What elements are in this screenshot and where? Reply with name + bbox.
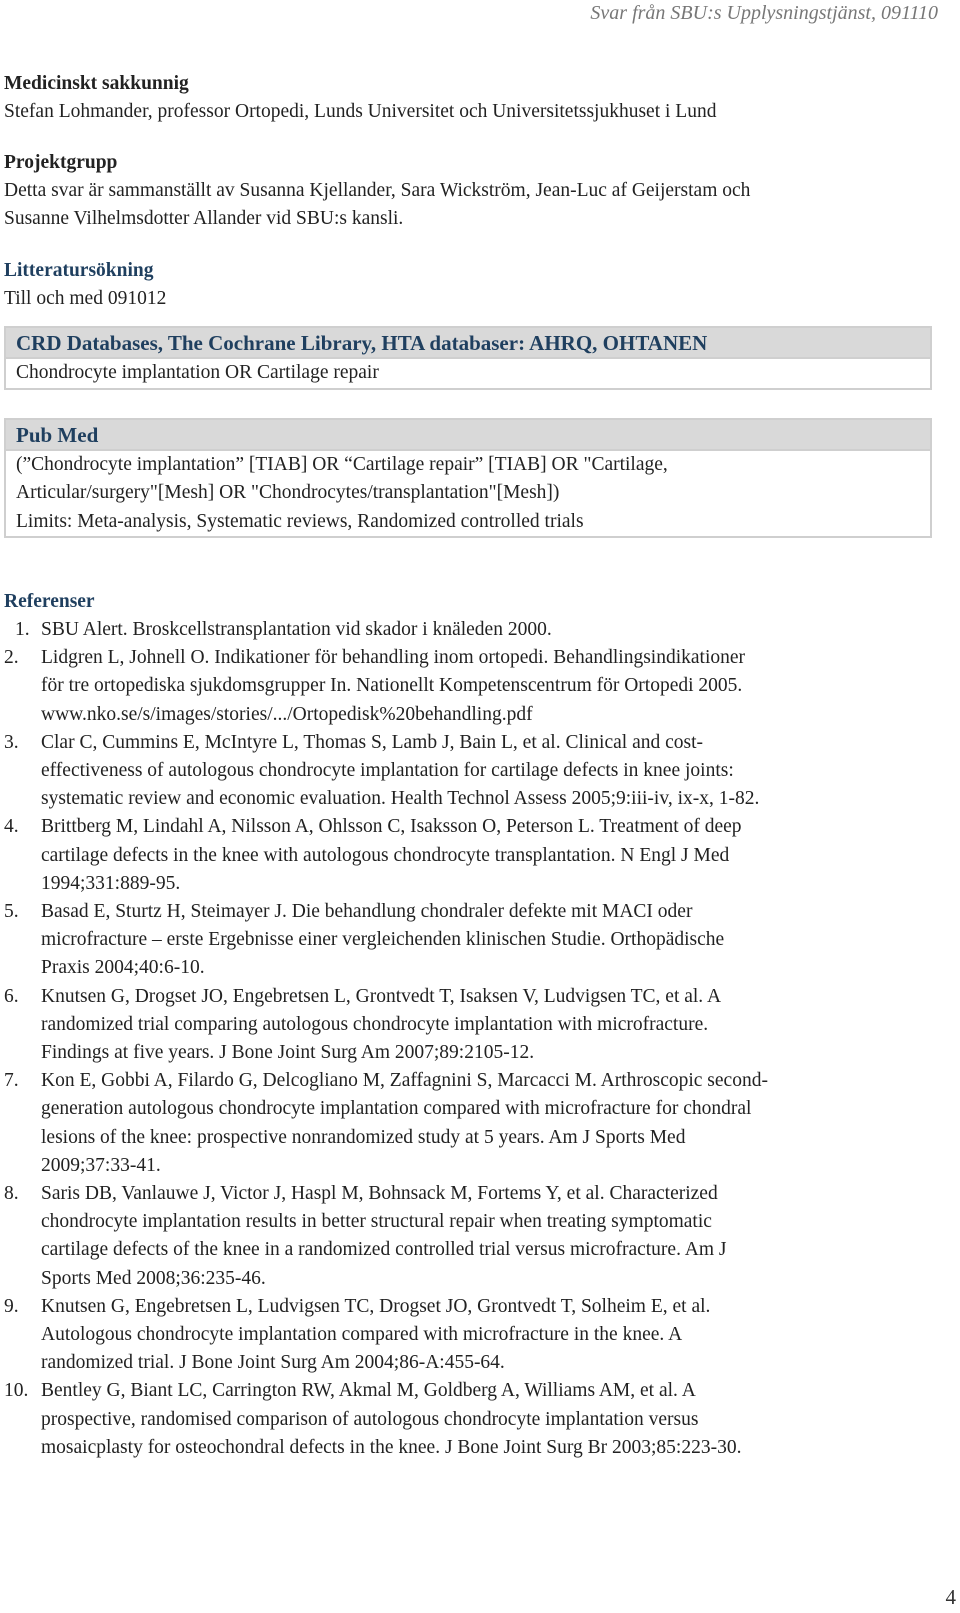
reference-line: för tre ortopediska sjukdomsgrupper In. Nationellt Kompetenscentrum för Ortopedi 2005. <box>41 675 743 697</box>
reference-line: generation autologous chondrocyte implantation compared with microfracture for chondral <box>41 1098 752 1120</box>
reference-number: 9. <box>4 1295 19 1317</box>
reference-line: Sports Med 2008;36:235-46. <box>41 1267 266 1289</box>
reference-line: Saris DB, Vanlauwe J, Victor J, Haspl M, Bohnsack M, Fortems Y, et al. Characterized <box>41 1183 718 1205</box>
reference-line: Basad E, Sturtz H, Steimayer J. Die behandlung chondraler defekte mit MACI oder <box>41 901 693 923</box>
reference-number: 4. <box>4 816 19 838</box>
document-page <box>4 70 940 1488</box>
medical-expert-text: Stefan Lohmander, professor Ortopedi, Lunds Universitet och Universitetssjukhuset i Lund <box>4 101 717 122</box>
reference-item <box>4 644 940 729</box>
project-group-line-2: Susanne Vilhelmsdotter Allander vid SBU:s kansli. <box>4 208 404 229</box>
reference-item <box>4 616 940 644</box>
reference-line: Lidgren L, Johnell O. Indikationer för behandling inom ortopedi. Behandlingsindikationer <box>41 647 746 669</box>
references-section <box>4 588 940 1462</box>
search-box-crd-title: CRD Databases, The Cochrane Library, HTA databaser: AHRQ, OHTANEN <box>6 328 930 359</box>
reference-item <box>4 1180 940 1293</box>
project-group-heading: Projektgrupp <box>4 152 118 173</box>
reference-line: lesions of the knee: prospective nonrandomized study at 5 years. Am J Sports Med <box>41 1126 686 1148</box>
reference-line: 1994;331:889-95. <box>41 872 181 894</box>
reference-line: mosaicplasty for osteochondral defects in the knee. J Bone Joint Surg Br 2003;85:223-30. <box>41 1436 742 1458</box>
reference-number: 2. <box>4 647 19 669</box>
search-box-pubmed-limits: Limits: Meta-analysis, Systematic reviews, Randomized controlled trials <box>16 510 584 532</box>
search-box-crd <box>4 326 932 390</box>
reference-number: 10. <box>4 1380 29 1402</box>
literature-search-section <box>4 257 940 313</box>
search-box-pubmed-body <box>6 451 930 537</box>
reference-line: Kon E, Gobbi A, Filardo G, Delcogliano M, Zaffagnini S, Marcacci M. Arthroscopic second- <box>41 1070 768 1092</box>
reference-item <box>4 729 940 814</box>
project-group-line-1: Detta svar är sammanställt av Susanna Kjellander, Sara Wickström, Jean-Luc af Geijerstam och <box>4 180 751 201</box>
search-box-pubmed-query-line-1: (”Chondrocyte implantation” [TIAB] OR “Cartilage repair” [TIAB] OR "Cartilage, <box>16 453 668 475</box>
reference-line: Autologous chondrocyte implantation compared with microfracture in the knee. A <box>41 1324 683 1346</box>
reference-item <box>4 1067 940 1180</box>
reference-line: microfracture – erste Ergebnisse einer vergleichenden klinischen Studie. Orthopädische <box>41 929 725 951</box>
references-heading: Referenser <box>4 591 95 612</box>
reference-number: 5. <box>4 901 19 923</box>
reference-item <box>4 1377 940 1462</box>
reference-number: 8. <box>4 1183 19 1205</box>
reference-item <box>4 1293 940 1378</box>
reference-line: randomized trial. J Bone Joint Surg Am 2004;86-A:455-64. <box>41 1352 505 1374</box>
reference-number: 6. <box>4 985 19 1007</box>
literature-search-heading: Litteratursökning <box>4 260 154 281</box>
reference-number: 1. <box>15 619 30 640</box>
search-box-pubmed <box>4 418 932 539</box>
reference-line: Bentley G, Biant LC, Carrington RW, Akmal M, Goldberg A, Williams AM, et al. A <box>41 1380 696 1402</box>
reference-line: cartilage defects of the knee in a randomized controlled trial versus microfracture. Am J <box>41 1239 727 1261</box>
literature-search-date: Till och med 091012 <box>4 288 167 309</box>
reference-line: Knutsen G, Drogset JO, Engebretsen L, Grontvedt T, Isaksen V, Ludvigsen TC, et al. A <box>41 985 722 1007</box>
reference-line: Clar C, Cummins E, McIntyre L, Thomas S, Lamb J, Bain L, et al. Clinical and cost- <box>41 731 704 753</box>
reference-line: SBU Alert. Broskcellstransplantation vid skador i knäleden 2000. <box>41 619 552 640</box>
reference-number: 3. <box>4 731 19 753</box>
reference-line: Findings at five years. J Bone Joint Surg Am 2007;89:2105-12. <box>41 1042 535 1064</box>
reference-line: Knutsen G, Engebretsen L, Ludvigsen TC, Drogset JO, Grontvedt T, Solheim E, et al. <box>41 1295 711 1317</box>
reference-number: 7. <box>4 1070 19 1092</box>
reference-item <box>4 813 940 898</box>
search-box-pubmed-query-line-2: Articular/surgery"[Mesh] OR "Chondrocytes/transplantation"[Mesh]) <box>16 482 560 503</box>
reference-line: systematic review and economic evaluation. Health Technol Assess 2005;9:iii-iv, ix-x, 1-82. <box>41 788 760 810</box>
reference-item <box>4 983 940 1068</box>
reference-line: chondrocyte implantation results in better structural repair when treating symptomatic <box>41 1211 712 1233</box>
search-box-crd-body <box>6 359 930 388</box>
reference-line: 2009;37:33-41. <box>41 1154 161 1176</box>
reference-line: cartilage defects in the knee with autologous chondrocyte transplantation. N Engl J Med <box>41 844 730 866</box>
reference-line: www.nko.se/s/images/stories/.../Ortopedisk%20behandling.pdf <box>41 703 533 725</box>
reference-line: Brittberg M, Lindahl A, Nilsson A, Ohlsson C, Isaksson O, Peterson L. Treatment of deep <box>41 816 742 838</box>
search-box-pubmed-title: Pub Med <box>6 420 930 451</box>
project-group-section <box>4 149 940 233</box>
reference-line: randomized trial comparing autologous chondrocyte implantation with microfracture. <box>41 1013 709 1035</box>
reference-line: effectiveness of autologous chondrocyte implantation for cartilage defects in knee joints: <box>41 760 734 782</box>
search-box-crd-query: Chondrocyte implantation OR Cartilage repair <box>16 362 379 383</box>
running-header: Svar från SBU:s Upplysningstjänst, 091110 <box>590 2 938 24</box>
references-list <box>4 616 940 1462</box>
medical-expert-heading: Medicinskt sakkunnig <box>4 73 189 94</box>
reference-line: Praxis 2004;40:6-10. <box>41 957 205 979</box>
page-number: 4 <box>945 1585 956 1609</box>
medical-expert-section <box>4 70 940 126</box>
reference-line: prospective, randomised comparison of autologous chondrocyte implantation versus <box>41 1408 699 1430</box>
reference-item <box>4 898 940 983</box>
